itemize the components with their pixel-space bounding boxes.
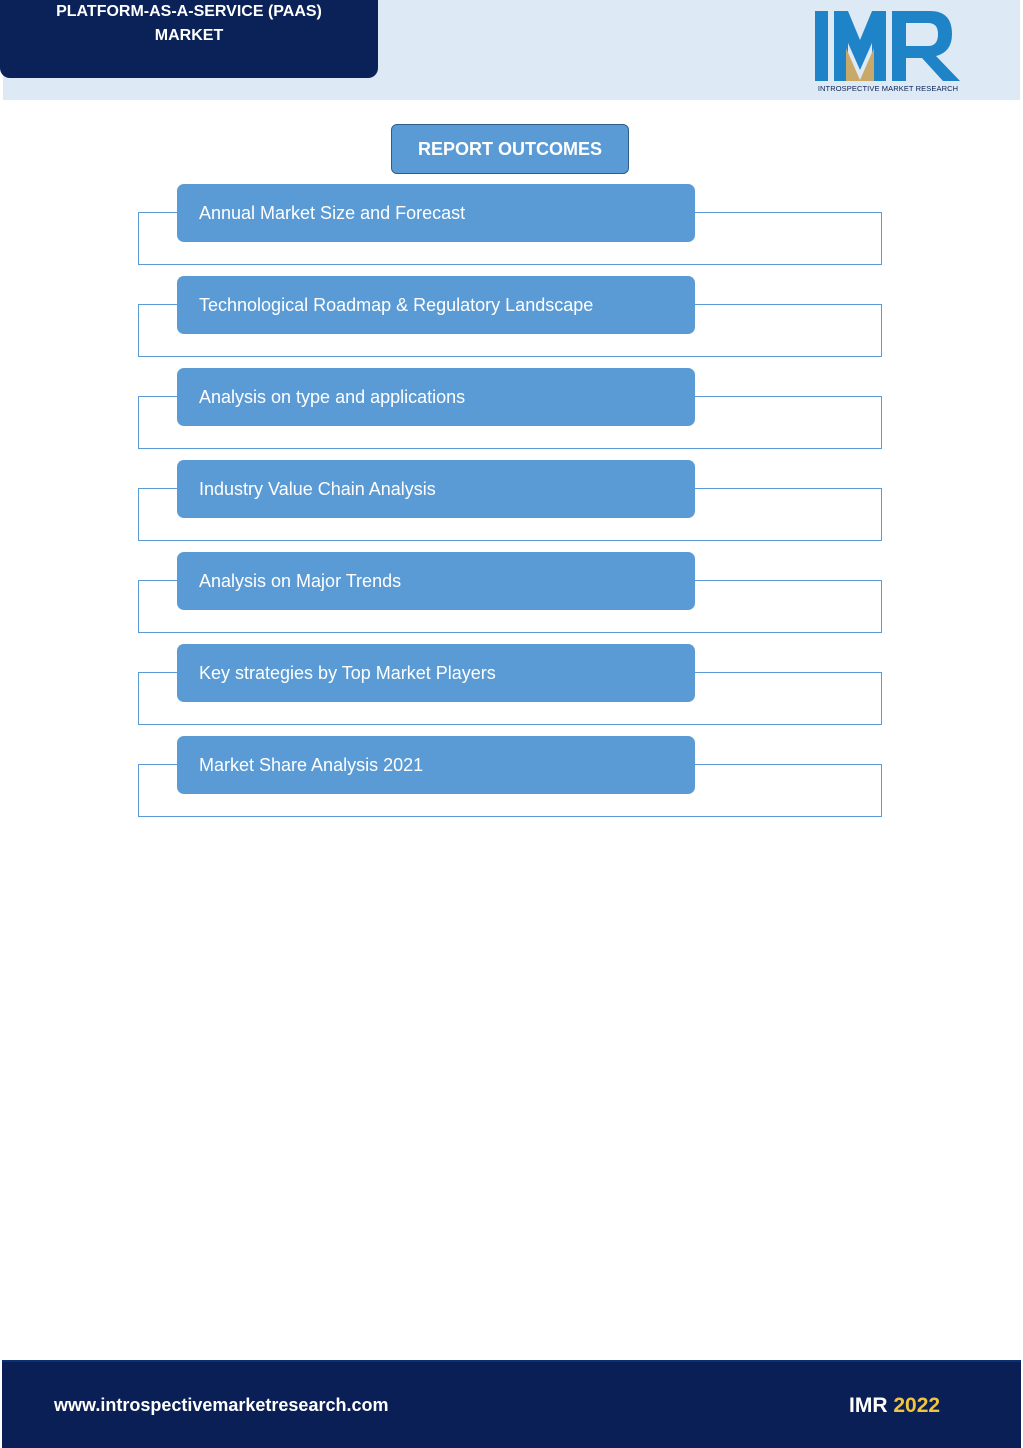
footer-brand-name: IMR <box>849 1394 888 1417</box>
imr-logo <box>812 8 964 96</box>
outcome-item: Analysis on type and applications <box>177 368 695 426</box>
footer <box>2 1360 1021 1448</box>
outcome-item: Market Share Analysis 2021 <box>177 736 695 794</box>
report-outcomes-heading: REPORT OUTCOMES <box>391 124 629 174</box>
footer-year: 2022 <box>893 1394 941 1417</box>
logo-caption: INTROSPECTIVE MARKET RESEARCH <box>817 84 959 93</box>
footer-brand <box>849 1394 940 1418</box>
outcome-item: Industry Value Chain Analysis <box>177 460 695 518</box>
report-title-line1: PLATFORM-AS-A-SERVICE (PAAS) <box>56 3 322 20</box>
report-title-line2: MARKET <box>154 27 224 44</box>
outcome-item: Key strategies by Top Market Players <box>177 644 695 702</box>
report-title <box>0 0 378 78</box>
outcome-item: Annual Market Size and Forecast <box>177 184 695 242</box>
outcome-item: Technological Roadmap & Regulatory Landscape <box>177 276 695 334</box>
footer-website-link[interactable]: www.introspectivemarketresearch.com <box>54 1395 389 1415</box>
outcome-item: Analysis on Major Trends <box>177 552 695 610</box>
